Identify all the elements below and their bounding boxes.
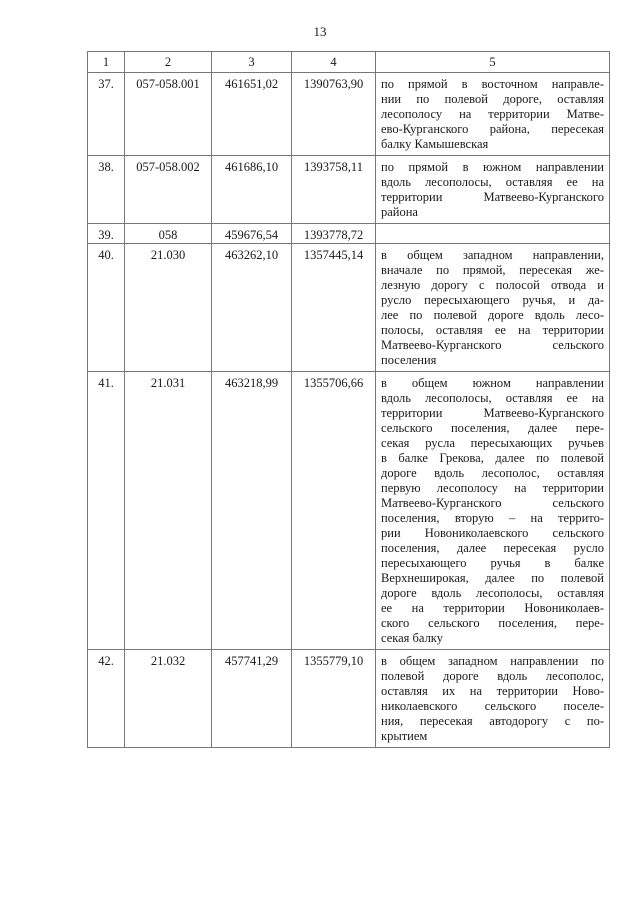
description-line: николаевского сельского поселе- [381,699,604,713]
description-cell [376,650,610,748]
header-col-1: 1 [88,52,125,73]
point-code-cell: 057-058.002 [125,156,212,224]
point-code-cell: 058 [125,224,212,244]
description-line: нии по полевой дороге, оставляя [381,92,604,106]
description-line: секая балку [381,631,443,645]
description-cell [376,372,610,650]
row-number-cell: 42. [88,650,125,748]
description-line: пересыхающего ручья в балке [381,556,604,570]
description-cell [376,224,610,244]
description-line: поселения, вторую – на террито- [381,511,604,525]
y-coordinate-cell: 1393758,11 [292,156,376,224]
table-row [88,372,610,650]
row-number-cell: 37. [88,73,125,156]
row-number-cell: 39. [88,224,125,244]
header-col-2: 2 [125,52,212,73]
point-code-cell: 21.031 [125,372,212,650]
x-coordinate-cell: 461686,10 [212,156,292,224]
description-line: в балке Грекова, далее по полевой [381,451,604,465]
y-coordinate-cell: 1355779,10 [292,650,376,748]
description-line: района [381,205,418,219]
point-code-cell: 057-058.001 [125,73,212,156]
description-line: поселения [381,353,437,367]
table-row [88,73,610,156]
x-coordinate-cell: 463262,10 [212,244,292,372]
description-cell [376,244,610,372]
description-line: вдоль лесополосы, оставляя ее на [381,391,604,405]
y-coordinate-cell: 1355706,66 [292,372,376,650]
description-line: полосы, оставляя ее на территории [381,323,604,337]
description-line: крытием [381,729,428,743]
description-line: лее по полевой дороге вдоль лесо- [381,308,604,322]
header-col-4: 4 [292,52,376,73]
description-line: лезную дорогу с полосой отвода и [381,278,604,292]
description-line: ее на территории Новониколаев- [381,601,604,615]
header-col-5: 5 [376,52,610,73]
table-row [88,244,610,372]
description-line: рии Новониколаевского сельского [381,526,604,540]
description-line: территории Матвеево-Курганского [381,190,604,204]
header-row [88,52,610,73]
table-row [88,650,610,748]
point-code-cell: 21.032 [125,650,212,748]
table-body [88,73,610,748]
description-line: ния, пересекая автодорогу с по- [381,714,604,728]
description-line: секая русла пересыхающих ручьев [381,436,604,450]
page-number: 13 [313,24,327,39]
description-line: поселения, далее пересекая русло [381,541,604,555]
description-line: в общем западном направлении по [381,654,604,668]
point-code-cell: 21.030 [125,244,212,372]
description-line: территории Матвеево-Курганского [381,406,604,420]
description-line: в общем южном направлении [381,376,604,390]
description-line: сельского поселения, далее пере- [381,421,604,435]
description-line: в общем западном направлении, [381,248,604,262]
x-coordinate-cell: 459676,54 [212,224,292,244]
header-col-3: 3 [212,52,292,73]
description-cell [376,73,610,156]
description-line: по прямой в южном направлении [381,160,604,174]
x-coordinate-cell: 461651,02 [212,73,292,156]
y-coordinate-cell: 1357445,14 [292,244,376,372]
description-line: русло пересыхающего ручья, и да- [381,293,604,307]
description-line: вдоль лесополосы, оставляя ее на [381,175,604,189]
description-line: балку Камышевская [381,137,489,151]
description-line: лесополосу на территории Матве- [381,107,604,121]
description-line: ево-Курганского района, пересекая [381,122,604,136]
description-line: дороге вдоль лесополосы, оставляя [381,586,604,600]
description-line: оставляя их на территории Ново- [381,684,604,698]
table-row [88,224,610,244]
description-cell [376,156,610,224]
row-number-cell: 40. [88,244,125,372]
description-line: дороге вдоль лесополос, оставляя [381,466,604,480]
description-line: Матвеево-Курганского сельского [381,338,604,352]
description-line: по прямой в восточном направле- [381,77,604,91]
y-coordinate-cell: 1393778,72 [292,224,376,244]
description-line: Матвеево-Курганского сельского [381,496,604,510]
y-coordinate-cell: 1390763,90 [292,73,376,156]
description-line: вначале по прямой, пересекая же- [381,263,604,277]
description-line: первую лесополосу на территории [381,481,604,495]
row-number-cell: 38. [88,156,125,224]
row-number-cell: 41. [88,372,125,650]
table-row [88,156,610,224]
description-line: Верхнеширокая, далее по полевой [381,571,604,585]
x-coordinate-cell: 457741,29 [212,650,292,748]
description-line: полевой дороге вдоль лесополос, [381,669,604,683]
description-line: ского сельского поселения, пере- [381,616,604,630]
x-coordinate-cell: 463218,99 [212,372,292,650]
boundary-table [87,51,610,748]
